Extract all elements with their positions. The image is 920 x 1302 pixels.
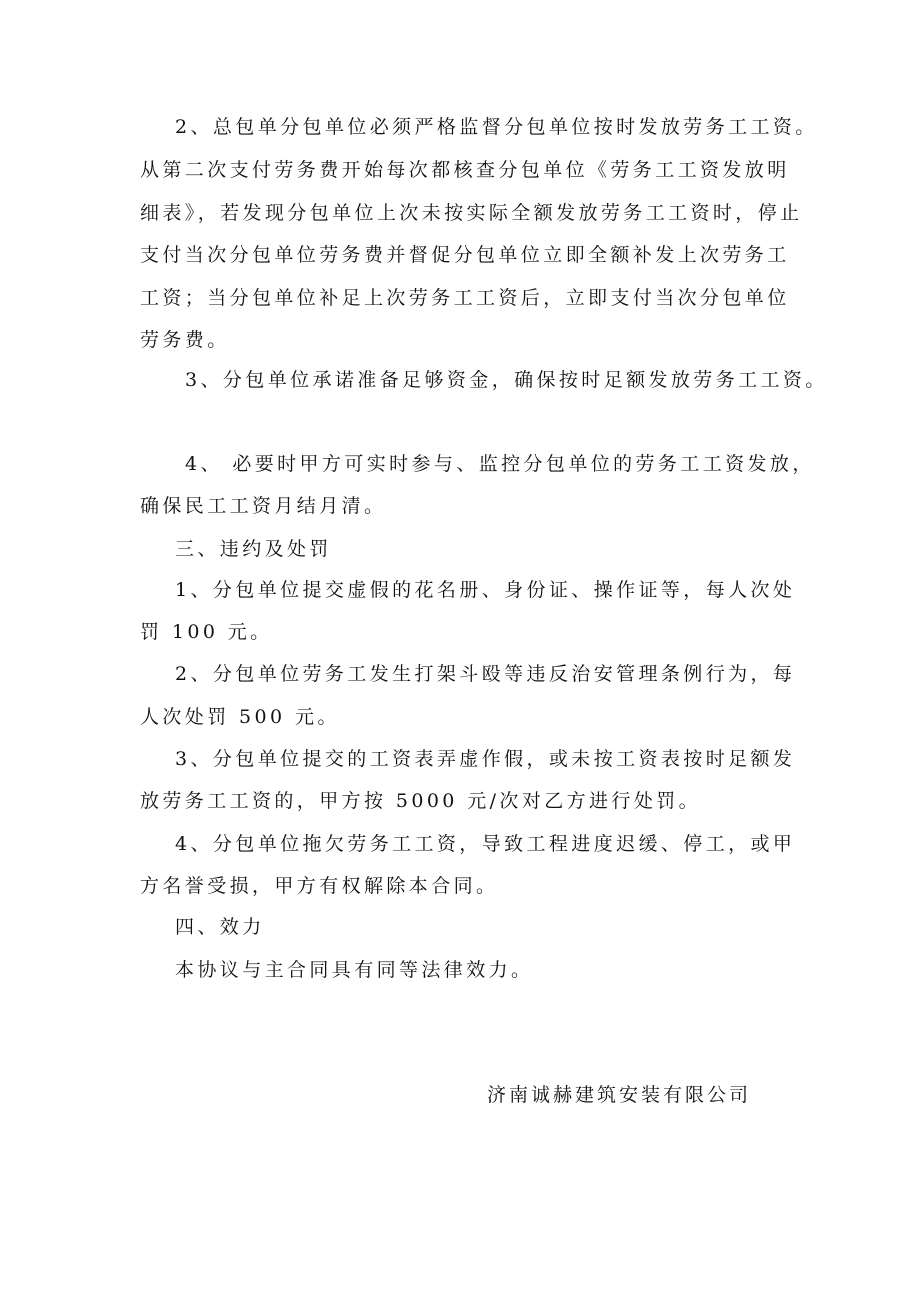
- paragraph-3-line-1: 3、分包单位承诺准备足够资金，确保按时足额发放劳务工工资。: [185, 369, 828, 391]
- section-3-item-4-line-1: 4、分包单位拖欠劳务工工资，导致工程进度迟缓、停工，或甲: [175, 833, 796, 855]
- section-3-item-3-line-2: 放劳务工工资的，甲方按 5000 元/次对乙方进行处罚。: [140, 790, 702, 812]
- paragraph-4-line-1: 4、 必要时甲方可实时参与、监控分包单位的劳务工工资发放，: [185, 453, 815, 475]
- section-4-heading: 四、效力: [175, 916, 265, 938]
- section-3-item-1-line-1: 1、分包单位提交虚假的花名册、身份证、操作证等，每人次处: [175, 579, 796, 601]
- paragraph-2-line-5: 工资；当分包单位补足上次劳务工工资后，立即支付当次分包单位: [140, 287, 790, 309]
- paragraph-4-line-2: 确保民工工资月结月清。: [140, 495, 387, 517]
- company-signature: 济南诚赫建筑安装有限公司: [487, 1084, 752, 1106]
- section-3-heading: 三、违约及处罚: [175, 538, 332, 560]
- section-3-item-2-line-2: 人次处罚 500 元。: [140, 706, 340, 728]
- section-3-item-3-line-1: 3、分包单位提交的工资表弄虚作假，或未按工资表按时足额发: [175, 748, 796, 770]
- paragraph-2-line-4: 支付当次分包单位劳务费并督促分包单位立即全额补发上次劳务工: [140, 244, 790, 266]
- section-3-item-2-line-1: 2、分包单位劳务工发生打架斗殴等违反治安管理条例行为，每: [175, 663, 796, 685]
- paragraph-2-line-3: 细表》，若发现分包单位上次未按实际全额发放劳务工工资时，停止: [140, 202, 803, 224]
- paragraph-2-line-6: 劳务费。: [140, 329, 230, 351]
- section-3-item-4-line-2: 方名誉受损，甲方有权解除本合同。: [140, 875, 499, 897]
- paragraph-2-line-2: 从第二次支付劳务费开始每次都核查分包单位《劳务工工资发放明: [140, 159, 790, 181]
- section-3-item-1-line-2: 罚 100 元。: [140, 621, 273, 643]
- paragraph-2-line-1: 2、总包单分包单位必须严格监督分包单位按时发放劳务工工资。: [175, 116, 818, 138]
- section-4-body: 本协议与主合同具有同等法律效力。: [175, 959, 534, 981]
